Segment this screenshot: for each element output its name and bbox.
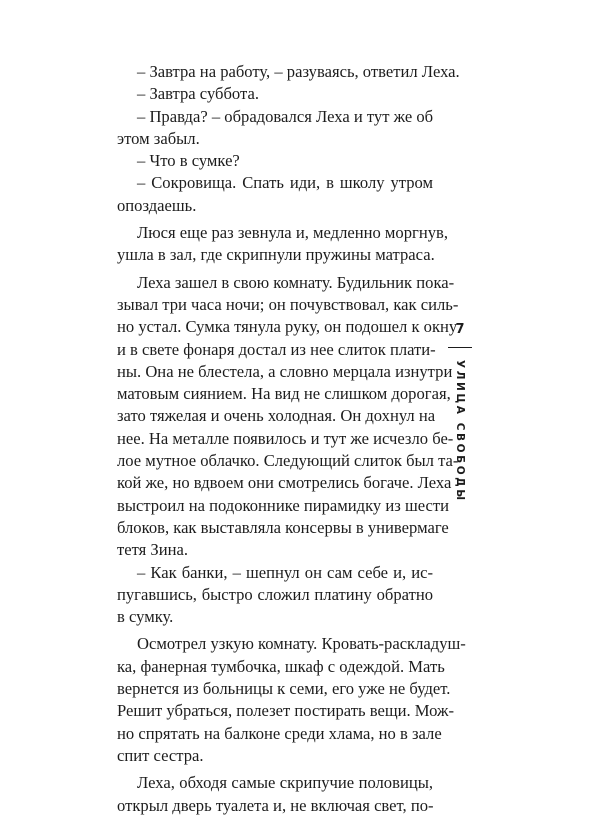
text-line: нее. На металле появилось и тут же исчезло бе- bbox=[117, 428, 454, 448]
text-line: и в свете фонаря достал из нее слиток плати- bbox=[117, 339, 436, 359]
text-line: зато тяжелая и очень холодная. Он дохнул на bbox=[117, 406, 436, 426]
text-line: но спрятать на балконе среди хлама, но в зале bbox=[117, 723, 442, 743]
running-head-rule bbox=[448, 347, 472, 348]
text-line: выстроил на подоконнике пирамидку из шести bbox=[117, 495, 450, 515]
text-line: но устал. Сумка тянула руку, он подошел к окну bbox=[117, 317, 458, 337]
text-line: ушла в зал, где скрипнули пружины матраса. bbox=[117, 245, 435, 265]
text-line: – Сокровища. Спать иди, в школу утром bbox=[137, 173, 433, 193]
text-line: спит сестра. bbox=[117, 745, 204, 765]
text-line: пугавшись, быстро сложил платину обратно bbox=[117, 584, 433, 604]
text-line: – Завтра суббота. bbox=[137, 84, 259, 104]
text-line: этом забыл. bbox=[117, 128, 200, 148]
text-line: Люся еще раз зевнула и, медленно моргнув, bbox=[137, 223, 448, 243]
text-line: лое мутное облачко. Следующий слиток был та- bbox=[117, 451, 459, 471]
text-line: кой же, но вдвоем они смотрелись богаче. Леха bbox=[117, 473, 452, 493]
text-line: блоков, как выставляла консервы в универмаге bbox=[117, 517, 449, 537]
text-line: – Завтра на работу, – разуваясь, ответил Леха. bbox=[137, 62, 460, 81]
running-title: УЛИЦА СВОБОДЫ bbox=[454, 360, 466, 503]
text-line: Осмотрел узкую комнату. Кровать-раскладуш- bbox=[137, 634, 466, 654]
text-line: ка, фанерная тумбочка, шкаф с одеждой. Мать bbox=[117, 656, 445, 676]
text-line: в сумку. bbox=[117, 607, 174, 627]
text-line: – Что в сумке? bbox=[137, 151, 240, 171]
text-line: матовым сиянием. На вид не слишком дорогая, bbox=[117, 384, 451, 404]
text-line: опоздаешь. bbox=[117, 195, 197, 215]
text-line: – Правда? – обрадовался Леха и тут же об bbox=[137, 106, 434, 126]
text-line: вернется из больницы к семи, его уже не будет. bbox=[117, 679, 451, 699]
text-line: Решит убраться, полезет постирать вещи. Мож- bbox=[117, 701, 454, 721]
text-line: Леха зашел в свою комнату. Будильник пока- bbox=[137, 272, 455, 292]
text-line: Леха, обходя самые скрипучие половицы, bbox=[137, 773, 433, 793]
text-line: ны. Она не блестела, а словно мерцала изнутри bbox=[117, 361, 453, 381]
text-line: открыл дверь туалета и, не включая свет, по- bbox=[117, 795, 434, 815]
text-line: зывал три часа ночи; он почувствовал, как силь- bbox=[117, 294, 459, 314]
text-line: – Как банки, – шепнул он сам себе и, ис- bbox=[137, 562, 433, 582]
running-head bbox=[445, 322, 475, 542]
page-number: 7 bbox=[455, 322, 465, 337]
text-line: тетя Зина. bbox=[117, 540, 189, 560]
